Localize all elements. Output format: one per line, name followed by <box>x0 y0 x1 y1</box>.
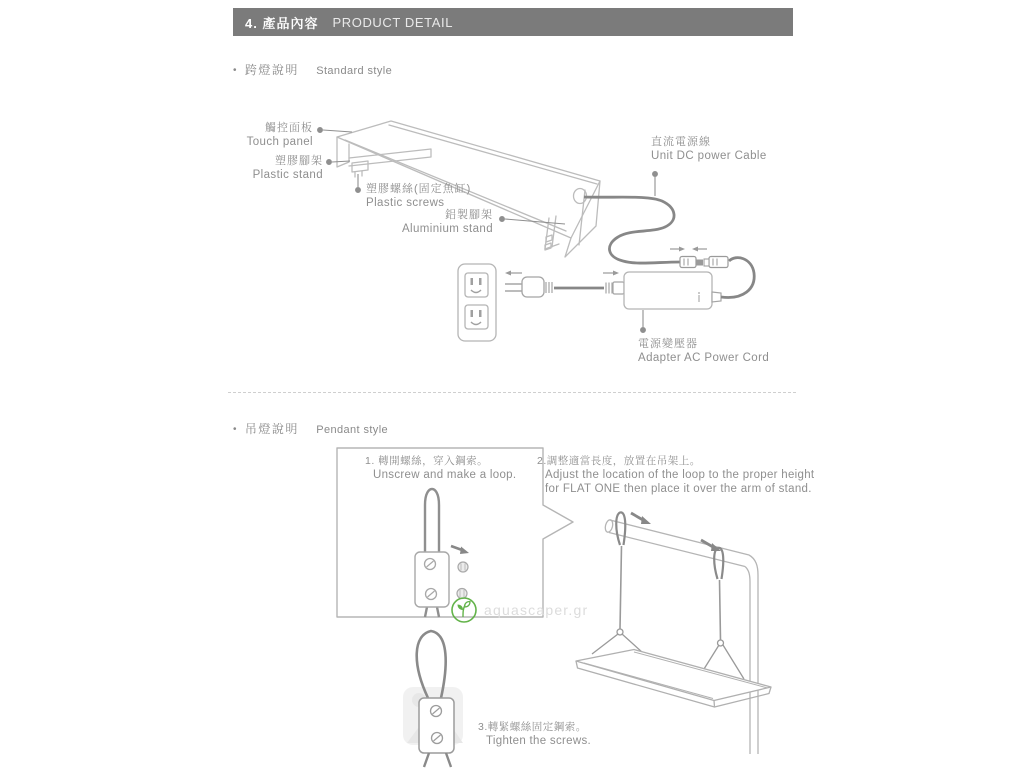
label-touch-panel-en: Touch panel <box>246 136 313 148</box>
label-aluminium-stand-en: Aluminium stand <box>401 223 493 235</box>
arrow-right-icon <box>641 516 651 524</box>
bullet-icon: • <box>233 65 237 76</box>
label-plastic-stand <box>222 155 323 183</box>
label-adapter-zh: 電源變壓器 <box>638 338 698 350</box>
watermark-text: aquascaper.gr <box>484 602 589 618</box>
dc-connectors <box>670 247 728 268</box>
step2-en-line2: for FLAT ONE then place it over the arm of stand. <box>545 483 812 495</box>
ac-adapter <box>624 272 721 309</box>
header-title-en: PRODUCT DETAIL <box>332 14 454 30</box>
label-plastic-screws-en: Plastic screws <box>366 197 445 209</box>
pendant-style-title <box>233 420 388 437</box>
label-aluminium-stand <box>353 209 493 237</box>
header-title-zh: 4. 產品內容 <box>245 15 319 31</box>
section-header-bar <box>233 8 793 36</box>
standard-style-title <box>233 61 392 78</box>
label-touch-panel <box>213 122 313 150</box>
arrow-right-icon <box>679 247 685 252</box>
pendant-title-en: Pendant style <box>316 424 389 436</box>
step2-zh: 2.調整適當長度，放置在吊架上。 <box>537 455 701 467</box>
pendant-title-zh: 吊燈說明 <box>244 422 299 436</box>
label-plastic-screws <box>366 183 471 211</box>
arrow-left-icon <box>692 247 698 252</box>
step1-en: Unscrew and make a loop. <box>373 469 517 481</box>
pendant-lamp-panel <box>576 650 771 708</box>
wire-hook <box>616 512 625 545</box>
label-dc-cable-zh: 直流電源線 <box>651 136 711 148</box>
label-dc-cable <box>651 136 767 164</box>
wire-hook <box>714 548 723 579</box>
bullet-icon: • <box>233 424 237 435</box>
step3-en: Tighten the screws. <box>486 735 591 747</box>
label-adapter-en: Adapter AC Power Cord <box>638 352 770 364</box>
arrow-left-icon <box>505 271 511 276</box>
unit-dc-cable <box>584 197 680 263</box>
label-plastic-stand-zh: 塑膠腳架 <box>275 155 323 167</box>
dashed-divider <box>228 392 796 393</box>
step3-loop-assembly <box>403 631 463 767</box>
label-plastic-stand-en: Plastic stand <box>252 169 323 181</box>
label-plastic-screws-zh: 塑膠螺絲(固定魚缸) <box>366 183 472 195</box>
step3-zh: 3.轉緊螺絲固定鋼索。 <box>478 721 587 733</box>
label-aluminium-stand-zh: 鋁製腳架 <box>445 209 493 221</box>
step3-text <box>478 720 591 748</box>
step1-zh: 1. 轉開螺絲，穿入鋼索。 <box>365 455 489 467</box>
step2-en-line1: Adjust the location of the loop to the proper height <box>545 469 815 481</box>
standard-title-zh: 跨燈說明 <box>244 63 299 77</box>
label-adapter <box>638 338 769 366</box>
label-touch-panel-zh: 觸控面板 <box>265 122 313 134</box>
step1-text <box>365 454 516 482</box>
standard-title-en: Standard style <box>316 65 393 77</box>
arrow-right-icon <box>613 271 619 276</box>
sprout-logo-icon <box>450 596 478 624</box>
watermark <box>450 596 588 624</box>
step2-text <box>537 454 814 496</box>
label-dc-cable-en: Unit DC power Cable <box>651 150 767 162</box>
wall-outlet <box>458 264 496 341</box>
hanging-stand <box>576 512 771 754</box>
ac-plug <box>505 271 624 298</box>
